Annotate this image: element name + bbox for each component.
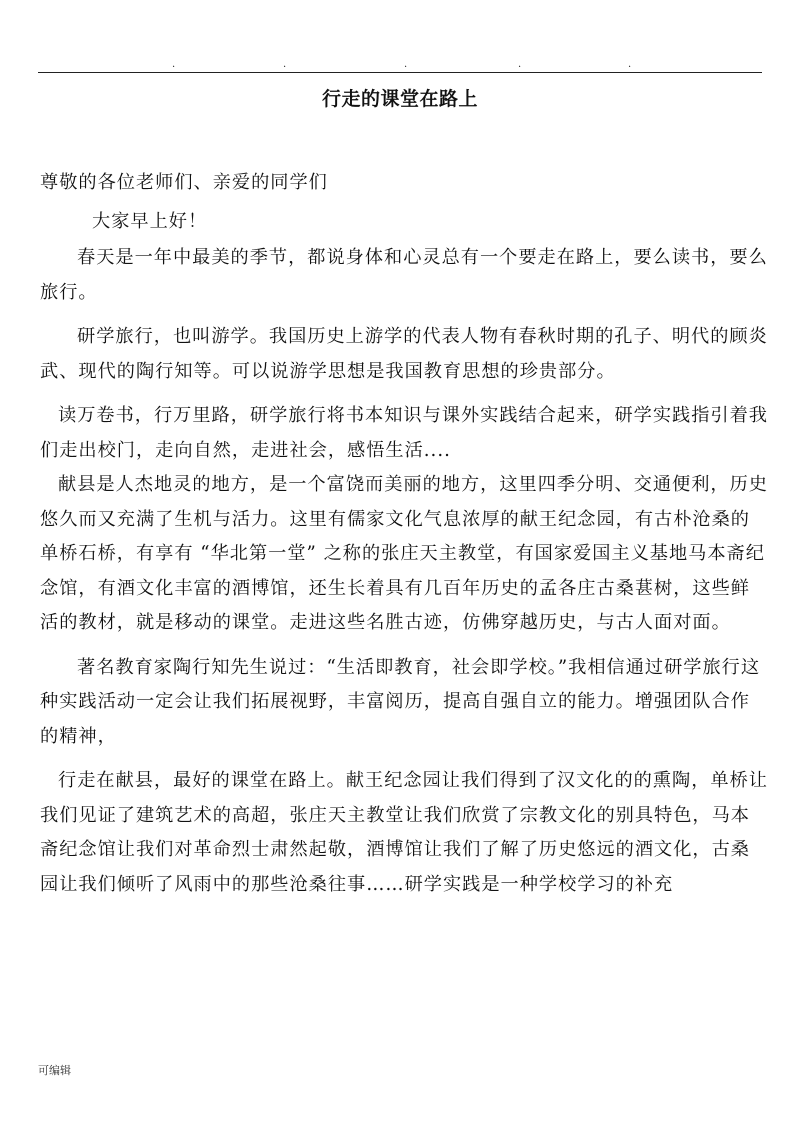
paragraph: 读万卷书，行万里路，研学旅行将书本知识与课外实践结合起来，研学实践指引着我们走出校门，走向自然，走进社会，感悟生活.... <box>40 405 768 461</box>
paragraph: 春天是一年中最美的季节，都说身体和心灵总有一个要走在路上，要么读书，要么旅行。 <box>40 247 768 303</box>
editable-label: 可编辑 <box>38 1064 71 1077</box>
paragraph: 行走在献县，最好的课堂在路上。献王纪念园让我们得到了汉文化的的熏陶，单桥让我们见证了建筑艺术的高超，张庄天主教堂让我们欣赏了宗教文化的别具特色，马本斋纪念馆让我们对革命烈士肃然起敬，酒博馆让我们了解了历史悠远的酒文化，古桑园让我们倾听了风雨中的那些沧桑往事……研学实践是一种学校学习的补充 <box>40 770 768 895</box>
header-dot: . <box>172 59 176 70</box>
header-dot: . <box>404 59 408 70</box>
greeting: 尊敬的各位老师们、亲爱的同学们 <box>40 172 328 193</box>
document-body <box>40 166 768 902</box>
header-dot: . <box>628 59 632 70</box>
document-title: 行走的课堂在路上 <box>321 88 478 110</box>
header-dot: . <box>518 59 522 70</box>
header-rule <box>38 72 762 73</box>
paragraph: 献县是人杰地灵的地方，是一个富饶而美丽的地方，这里四季分明、交通便利，历史悠久而又充满了生机与活力。这里有儒家文化气息浓厚的献王纪念园，有古朴沧桑的单桥石桥，有享有 “华北第一堂” 之称的张庄天主教堂，有国家爱国主义基地马本斋纪念馆，有酒文化丰富的酒博馆，还生长着具有几百年历史的孟各庄古桑葚树，这些鲜活的教材，就是移动的课堂。走进这些名胜古迹，仿佛穿越历史，与古人面对面。 <box>40 474 768 633</box>
paragraph: 研学旅行，也叫游学。我国历史上游学的代表人物有春秋时期的孔子、明代的顾炎武、现代的陶行知等。可以说游学思想是我国教育思想的珍贵部分。 <box>40 326 768 382</box>
paragraph: 著名教育家陶行知先生说过：“生活即教育，社会即学校。”我相信通过研学旅行这种实践活动一定会让我们拓展视野，丰富阅历，提高自强自立的能力。增强团队合作的精神， <box>40 656 761 747</box>
header-dots <box>0 60 800 70</box>
header-dot: . <box>283 59 287 70</box>
salutation: 大家早上好！ <box>92 210 208 232</box>
